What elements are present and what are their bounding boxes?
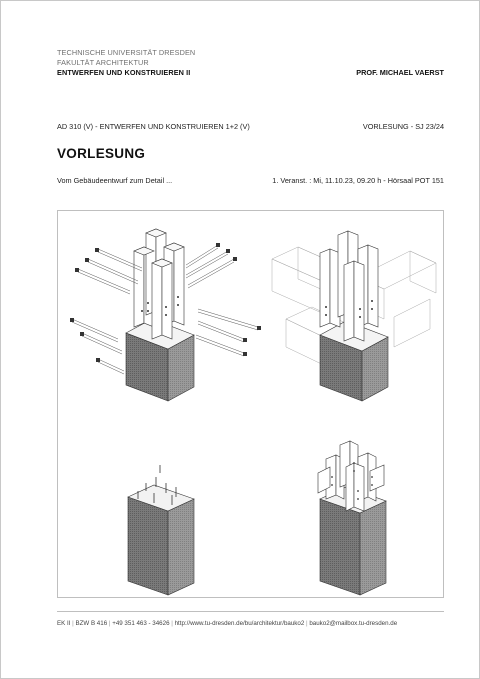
course-code-title: AD 310 (V) - ENTWERFEN UND KONSTRUIEREN 1+2 (V) <box>57 122 250 131</box>
footer <box>57 620 397 627</box>
professor-name: PROF. MICHAEL VAERST <box>356 68 444 77</box>
footer-separator: | <box>306 620 308 627</box>
drawing-foundation-anchors <box>128 465 194 595</box>
department-name: ENTWERFEN UND KONSTRUIEREN II <box>57 68 191 77</box>
isometric-drawings <box>58 211 445 599</box>
event-info: 1. Veranst. : Mi, 11.10.23, 09.20 h - Hörsaal POT 151 <box>272 176 444 185</box>
footer-chair: EK II <box>57 620 71 627</box>
institution-name: TECHNISCHE UNIVERSITÄT DRESDEN <box>57 48 196 57</box>
footer-separator: | <box>72 620 74 627</box>
course-term: VORLESUNG - SJ 23/24 <box>362 122 444 131</box>
footer-separator: | <box>108 620 111 627</box>
footer-divider <box>57 611 444 612</box>
faculty-name: FAKULTÄT ARCHITEKTUR <box>57 58 149 67</box>
footer-phone: +49 351 463 - 34626 <box>112 620 170 627</box>
illustration-frame <box>57 210 444 598</box>
page-title: VORLESUNG <box>57 146 146 161</box>
footer-website-link[interactable]: http://www.tu-dresden.de/bu/architektur/bauko2 <box>174 620 305 627</box>
page-subtitle: Vom Gebäudeentwurf zum Detail ... <box>57 176 173 185</box>
footer-room: BZW B 416 <box>75 620 108 627</box>
institution-block <box>57 48 195 78</box>
drawing-column-with-connectors <box>70 229 261 401</box>
footer-email-link[interactable]: bauko2@mailbox.tu-dresden.de <box>309 620 398 627</box>
footer-separator: | <box>171 620 173 627</box>
drawing-foundation-plates <box>318 441 386 595</box>
drawing-column-with-beams <box>272 231 436 401</box>
